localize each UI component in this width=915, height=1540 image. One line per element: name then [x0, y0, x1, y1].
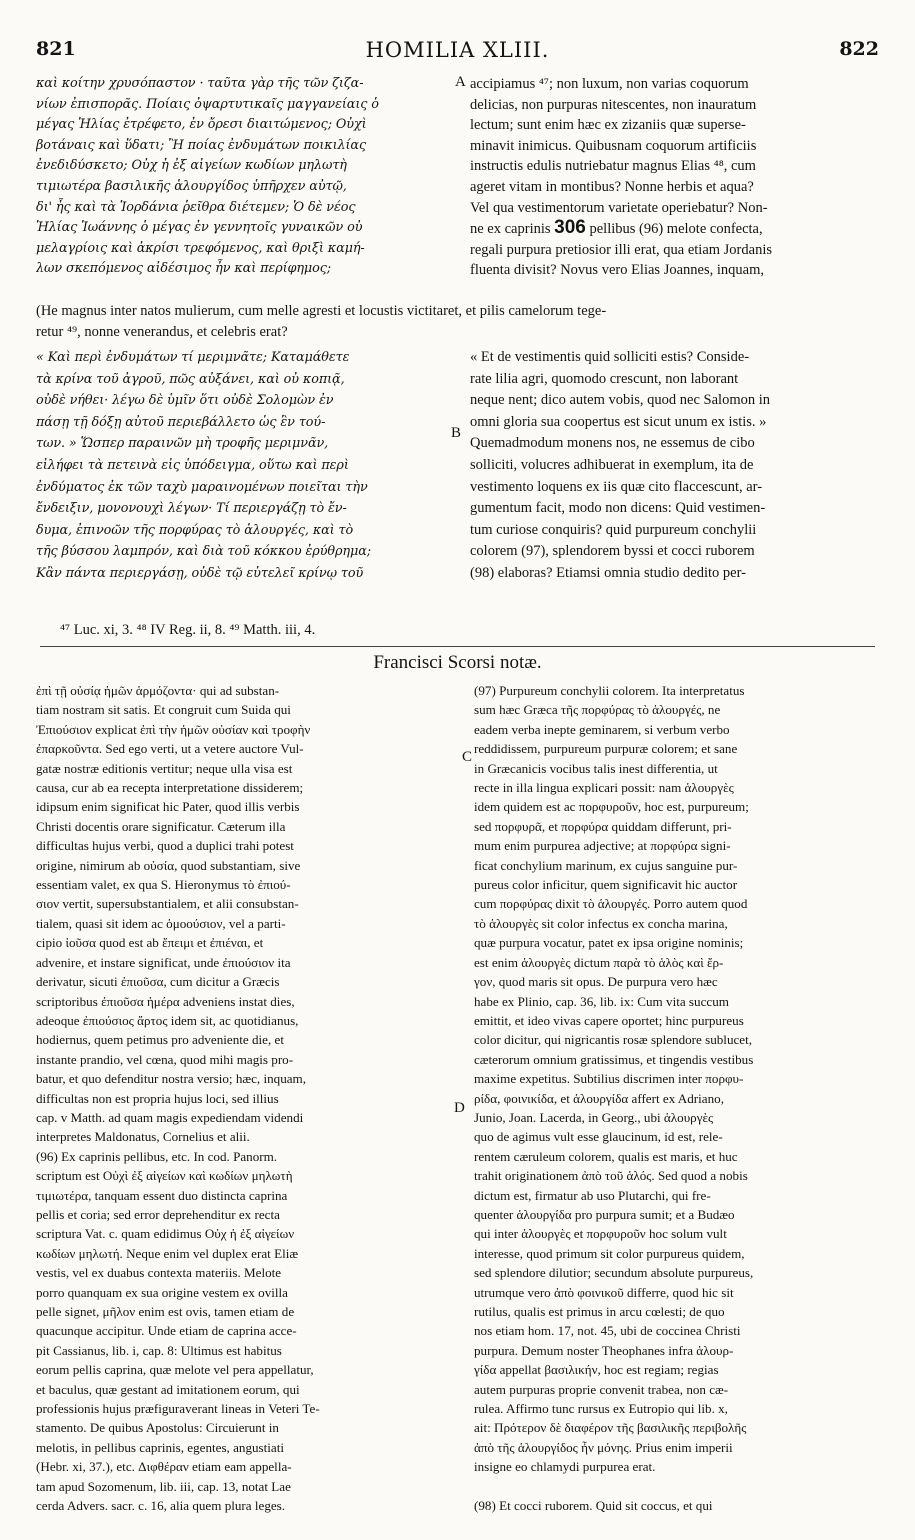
greek-line: δυμα, ἐπινοῶν τῆς πορφύρας τὸ ἁλουργές, καὶ τὸ	[36, 522, 354, 538]
note-line: ficat conchylium marinum, ex cujus sanguine pur-	[474, 857, 738, 873]
greek-line: ἐνδύματος ἐκ τῶν ταχὺ μαραινομένων ποιεῖται τὴν	[36, 479, 368, 495]
note-line: insigne eo chlamydi purpurea erat.	[474, 1459, 656, 1475]
divider-rule	[40, 646, 875, 647]
note-line: mum enim purpurea adjective; at πορφύρα signi-	[474, 838, 731, 854]
greek-line: βοτάναις καὶ ὕδατι; Ἢ ποίας ἐνδυμάτων ποικιλίας	[36, 137, 367, 153]
note-line: Junio, Joan. Lacerda, in Georg., ubi ἁλουργὲς	[474, 1109, 714, 1125]
note-line: pelle signet, μῆλον enim est ovis, tamen etiam de	[36, 1304, 295, 1319]
note-line: interpretes Maldonatus, Cornelius et alii.	[36, 1129, 250, 1145]
greek-column-top	[36, 74, 451, 280]
latin-line: Quemadmodum monens nos, ne essemus de cibo	[470, 435, 755, 452]
notes-column-right	[474, 681, 880, 1515]
note-line: gatæ nostræ editionis vertitur; neque ulla visa est	[36, 760, 293, 776]
greek-line: Κἂν πάντα περιεργάσῃ, οὐδὲ τῷ εὐτελεῖ κρίνῳ τοῦ	[36, 565, 364, 581]
note-line: τὸ ἁλουργὲς sit color infectus ex concha marina,	[474, 915, 728, 931]
note-line: recte in illa lingua explicari possit: nam ἁλουργὲς	[474, 780, 734, 796]
greek-line: νίων ἐπισπορᾶς. Ποίαις ὀψαρτυτικαῖς μαγγανείαις ὁ	[36, 96, 379, 112]
note-line: nos etiam hom. 17, not. 45, ubi de coccinea Christi	[474, 1323, 741, 1339]
notes-title: Francisci Scorsi notæ.	[373, 652, 542, 673]
note-line: ρίδα, φοινικίδα, et ἁλουργίδα affert ex Adriano,	[474, 1090, 724, 1106]
note-line: quenter ἁλουργίδα pro purpura sumit; et a Budæo	[474, 1206, 735, 1222]
latin-line: omni gloria sua coopertus est sicut unum ex istis. »	[470, 413, 767, 430]
note-line: est enim ἁλουργὲς dictum παρὰ τὸ ἁλὸς καὶ ἔρ-	[474, 954, 724, 970]
greek-line: λων σκεπόμενος αἰδέσιμος ἦν καὶ περίφημος;	[36, 261, 332, 277]
note-line: ἀπὸ τῆς ἁλουργίδος ἦν μόνης. Prius enim imperii	[474, 1439, 733, 1455]
note-line: Ἐπιούσιον explicat ἐπὶ τὴν ἡμῶν οὐσίαν καὶ τροφὴν	[36, 721, 311, 737]
note-line: sed πορφυρᾶ, et πορφύρα quiddam differunt, pri-	[474, 818, 732, 834]
note-line: dictum est, firmatur ab uso Plutarchi, qui fre-	[474, 1187, 711, 1203]
full-width-line: retur ⁴⁹, nonne venerandus, et celebris erat?	[36, 324, 288, 340]
note-line: advenire, et instare significat, unde ἐπιούσιον ita	[36, 954, 291, 970]
note-line: instante prandio, vel cœna, quod mihi magis pro-	[36, 1051, 294, 1067]
note-line: interesse, quod primum sit color purpureus quidem,	[474, 1245, 745, 1261]
note-line: professionis hujus præfiguraverant lineas in Veteri Te-	[36, 1401, 320, 1417]
note-line: sum hæc Græca τῆς πορφύρας τὸ ἁλουργές, ne	[474, 702, 721, 718]
latin-line: regali purpura pretiosior illi erat, qua etiam Jordanis	[470, 241, 772, 258]
latin-line: rate lilia agri, quomodo crescunt, non laborant	[470, 370, 739, 387]
note-line: origine, nimirum ab οὐσία, quod substantiam, sive	[36, 857, 301, 873]
greek-line: των. » Ὥσπερ παραινῶν μὴ τροφῆς μεριμνᾶν,	[36, 436, 329, 452]
note-line: trahit originationem ἀπὸ τοῦ ἁλός. Sed quod a nobis	[474, 1168, 748, 1184]
margin-letter-b: B	[451, 425, 462, 441]
latin-line: accipiamus ⁴⁷; non luxum, non varias coquorum	[470, 76, 749, 92]
greek-line: καὶ κοίτην χρυσόπαστον · ταῦτα γὰρ τῆς τῶν ζιζα-	[36, 76, 364, 91]
page-title: HOMILIA XLIII.	[365, 38, 550, 62]
latin-line: « Et de vestimentis quid solliciti estis? Conside-	[470, 349, 750, 365]
note-line: maxime expetitus. Subtilius discrimen inter πορφυ-	[474, 1071, 744, 1087]
note-line: γίδα appellat βασιλικήν, hoc est regiam; regias	[474, 1362, 719, 1378]
page-number-right: 822	[839, 38, 879, 60]
note-line: pellis et coria; sed error deprehenditur ex recta	[36, 1206, 280, 1222]
note-line: tialem, quasi sit idem ac ὁμοούσιον, vel a parti-	[36, 915, 286, 931]
note-line: difficultas non est propria hujus loci, sed illius	[36, 1090, 279, 1106]
greek-line: ἐνεδιδύσκετο; Οὐχ ἡ ἐξ αἰγείων κωδίων μηλωτὴ	[36, 158, 347, 174]
note-line: (97) Purpureum conchylii colorem. Ita interpretatus	[474, 683, 745, 698]
greek-line: τῆς βύσσου λαμπρόν, καὶ διὰ τοῦ κόκκου ἐρύθρημα;	[36, 544, 371, 560]
note-line: melotis, in pellibus caprinis, egentes, angustiati	[36, 1439, 285, 1455]
greek-line: Ἠλίας Ἰωάννης ὁ μέγας ἐν γεννητοῖς γυναικῶν οὐ	[36, 220, 363, 236]
note-line: cerda Advers. sacr. c. 16, alia quem plura leges.	[36, 1498, 286, 1514]
latin-line: minavit inimicus. Quibusnam coquorum artificiis	[470, 137, 757, 154]
note-line: stamento. De quibus Apostolus: Circuierunt in	[36, 1420, 279, 1436]
note-line: γον, quod maris sit opus. De purpura vero hæc	[474, 974, 718, 990]
greek-line: « Καὶ περὶ ἐνδυμάτων τί μεριμνᾶτε; Καταμάθετε	[36, 350, 350, 365]
note-line: quæ purpura vocatur, patet ex ipsa origine nominis;	[474, 935, 744, 951]
margin-letter-d: D	[454, 1100, 465, 1116]
latin-line: ne ex caprinis	[470, 221, 551, 238]
note-line: cipio ἰοῦσα quod est ab ἔπειμι et ἐπιέναι, et	[36, 935, 264, 951]
note-line: quo de agimus vult esse glaucinum, id est, rele-	[474, 1129, 723, 1145]
note-line: scriptura Vat. c. quam edidimus Οὐχ ἡ ἐξ αἰγείων	[36, 1226, 295, 1242]
note-line: tam apud Sozomenum, lib. iii, cap. 13, notat Lae	[36, 1478, 291, 1494]
greek-line: οὐδὲ νήθει· λέγω δὲ ὑμῖν ὅτι οὐδὲ Σολομὼν ἐν	[36, 393, 334, 409]
latin-line: Vel qua vestimentorum varietate operiebatur? Non-	[470, 199, 768, 216]
latin-line-with-number	[470, 218, 880, 240]
latin-line: colorem (97), splendorem byssi et cocci ruborem	[470, 543, 755, 560]
latin-line: instructis edulis nutriebatur magnus Elias ⁴⁸, cum	[470, 158, 756, 175]
greek-line: πάσῃ τῇ δόξῃ αὐτοῦ περιεβάλλετο ὡς ἓν τού-	[36, 414, 326, 430]
note-line: emittit, et ideo vivas capere oportet; hinc purpureus	[474, 1012, 744, 1028]
greek-line: ἔνδειξιν, μονονουχὶ λέγων· Τί περιεργάζῃ τὸ ἔν-	[36, 501, 347, 517]
note-line: (96) Ex caprinis pellibus, etc. In cod. Panorm.	[36, 1148, 278, 1164]
note-line: porro quanquam ex sua origine vestem ex ovilla	[36, 1284, 288, 1300]
page-number-left: 821	[36, 38, 76, 60]
scripture-references: ⁴⁷ Luc. xi, 3. ⁴⁸ IV Reg. ii, 8. ⁴⁹ Matth. iii, 4.	[60, 622, 316, 638]
note-line: eadem verba inepte geminarem, si verbum verbo	[474, 721, 730, 737]
note-line: σιον vertit, supersubstantialem, et alii consubstan-	[36, 896, 299, 912]
page-header	[36, 38, 879, 66]
note-line: (Hebr. xi, 37.), etc. Διφθέραν etiam eam appella-	[36, 1459, 292, 1475]
note-line: batur, et quo defenditur nostra versio; hæc, inquam,	[36, 1071, 307, 1087]
note-line: causa, cur ab ea recepta interpretatione dissiderem;	[36, 780, 304, 796]
note-line: scriptum est Οὐχὶ ἐξ αἰγείων καὶ κωδίων μηλωτὴ	[36, 1168, 293, 1184]
latin-line: lectum; sunt enim hæc ex zizaniis quæ superse-	[470, 117, 746, 134]
note-line: cap. v Matth. ad quam magis expediendam videndi	[36, 1109, 304, 1125]
note-line: idem quidem est ac πορφυροῦν, hoc est, purpureum;	[474, 799, 749, 815]
note-line: (98) Et cocci ruborem. Quid sit coccus, et qui	[474, 1498, 713, 1514]
note-line: adeoque ἐπιούσιος ἄρτος idem sit, ac quotidianus,	[36, 1012, 299, 1028]
latin-line: gumentum facit, modo non dicens: Quid vestimen-	[470, 500, 766, 517]
latin-line: pellibus (96) melote confecta,	[589, 221, 763, 238]
greek-column-mid	[36, 347, 451, 585]
note-line: reddidissem, purpureum purpuræ colorem; et sane	[474, 741, 738, 757]
margin-letter-c: C	[462, 749, 473, 765]
note-line: difficultas hujus verbi, quod a duplici trahi potest	[36, 838, 294, 854]
note-line: κωδίων μηλωτή. Neque enim vel duplex erat Eliæ	[36, 1245, 299, 1261]
latin-line: solliciti, volucres adhibuerat in exemplum, ita de	[470, 456, 754, 473]
note-line: hodiernus, quem petimus pro adveniente die, et	[36, 1032, 284, 1048]
note-line: essentiam valet, ex qua S. Hieronymus τὸ ἐπιού-	[36, 877, 291, 893]
note-line: qui inter ἁλουργὲς et πορφυροῦν hoc solum vult	[474, 1226, 727, 1242]
latin-column-top	[470, 74, 880, 281]
note-line: Christi docentis orare significatur. Cæterum illa	[36, 818, 286, 834]
latin-line: tum curiose conquiris? quid purpureum conchylii	[470, 521, 757, 538]
note-line: et baculus, quæ gestant ad imitationem eorum, qui	[36, 1381, 300, 1397]
note-line: idipsum enim significat hic Pater, quod illis verbis	[36, 799, 300, 815]
note-line: cæterorum omnium gratissimus, et tingendis vestibus	[474, 1051, 754, 1067]
note-line: ἐπαρκοῦντα. Sed ego verti, ut a vetere auctore Vul-	[36, 741, 304, 757]
note-line: rutilus, qualis est primus in arcu cœlesti; de quo	[474, 1304, 725, 1319]
note-line: eorum pellis caprina, quæ melote vel pera appellatur,	[36, 1362, 314, 1378]
note-line: ἐπὶ τῇ οὐσίᾳ ἡμῶν ἁρμόζοντα· qui ad substan-	[36, 683, 280, 698]
note-line: τιμιωτέρα, tanquam essent duo distincta caprina	[36, 1187, 288, 1203]
note-line: tiam nostram sit satis. Et congruit cum Suida qui	[36, 702, 291, 718]
full-width-line: (He magnus inter natos mulierum, cum melle agresti et locustis victitaret, et pilis camelorum tege-	[36, 303, 607, 319]
greek-line: μελαγρίοις καὶ ἀκρίσι τρεφόμενος, καὶ θριξὶ καμή-	[36, 240, 365, 256]
note-line: habe ex Plinio, cap. 36, lib. ix: Cum vita succum	[474, 993, 729, 1009]
note-line: sed splendore dilutior; secundum absolute purpureus,	[474, 1265, 754, 1281]
note-line: derivatur, sicuti ἐπιοῦσα, cum dicitur a Græcis	[36, 974, 280, 990]
note-line: in Græcanicis vocibus talis inest differentia, ut	[474, 760, 718, 776]
note-line: rulea. Affirmo tunc rursus ex Eutropio qui lib. x,	[474, 1401, 728, 1417]
column-number: 306	[554, 218, 586, 239]
note-line: vestis, vel ex duabus contexta materiis. Melote	[36, 1265, 282, 1281]
greek-line: εἰλήφει τὰ πετεινὰ εἰς ὑπόδειγμα, οὕτω καὶ περὶ	[36, 457, 349, 473]
note-line: quacunque accipitur. Unde etiam de caprina acce-	[36, 1323, 297, 1339]
greek-line: μέγας Ἠλίας ἐτρέφετο, ἐν ὄρεσι διαιτώμενος; Οὐχὶ	[36, 117, 367, 133]
latin-line: fluenta divisit? Novus vero Elias Joannes, inquam,	[470, 262, 764, 279]
note-line: rentem cæruleum colorem, qualis est maris, et huc	[474, 1148, 738, 1164]
note-line: color dicitur, qui nigricantis rosæ splendore sublucet,	[474, 1032, 753, 1048]
greek-line: τιμιωτέρα βασιλικῆς ἁλουργίδος ὑπῆρχεν αὐτῷ,	[36, 178, 347, 194]
greek-line: τὰ κρίνα τοῦ ἀγροῦ, πῶς αὐξάνει, καὶ οὐ κοπιᾷ,	[36, 371, 345, 387]
note-line: pureus color inficitur, quem significavit hic auctor	[474, 877, 738, 893]
note-line: ait: Πρότερον δὲ διαφέρον τῆς βασιλικῆς περιβολῆς	[474, 1420, 747, 1436]
latin-line: delicias, non purpuras nitescentes, non inauratum	[470, 96, 757, 113]
latin-line: vestimento loquens ex iis quæ cito flaccescunt, ar-	[470, 478, 763, 495]
notes-column-left	[36, 681, 456, 1515]
note-line: cum πορφύρας dixit τὸ ἁλουργές. Porro autem quod	[474, 896, 748, 912]
latin-line: ageret vitam in montibus? Nonne herbis et aqua?	[470, 178, 754, 195]
note-line: autem purpuras proprie convenit trabea, non cæ-	[474, 1381, 729, 1397]
latin-line: (98) elaboras? Etiamsi omnia studio dedito per-	[470, 564, 746, 581]
note-line: purpura. Demum noster Theophanes infra ἁλουρ-	[474, 1342, 734, 1358]
note-line: scriptoribus ἐπιοῦσα ἡμέρα adveniens instat dies,	[36, 993, 295, 1009]
latin-column-mid	[470, 347, 880, 585]
note-line: utrumque vero ἀπὸ φοινικοῦ differre, quod hic sit	[474, 1284, 734, 1300]
greek-line: δι' ἧς καὶ τὰ Ἰορδάνια ῥεῖθρα διέτεμεν; Ὁ δὲ νέος	[36, 199, 356, 215]
note-line	[474, 1477, 880, 1496]
margin-letter-a: A	[455, 74, 466, 90]
latin-line: neque nent; dico autem vobis, quod nec Salomon in	[470, 392, 771, 409]
note-line: pit Cassianus, lib. i, cap. 8: Ultimus est habitus	[36, 1342, 282, 1358]
